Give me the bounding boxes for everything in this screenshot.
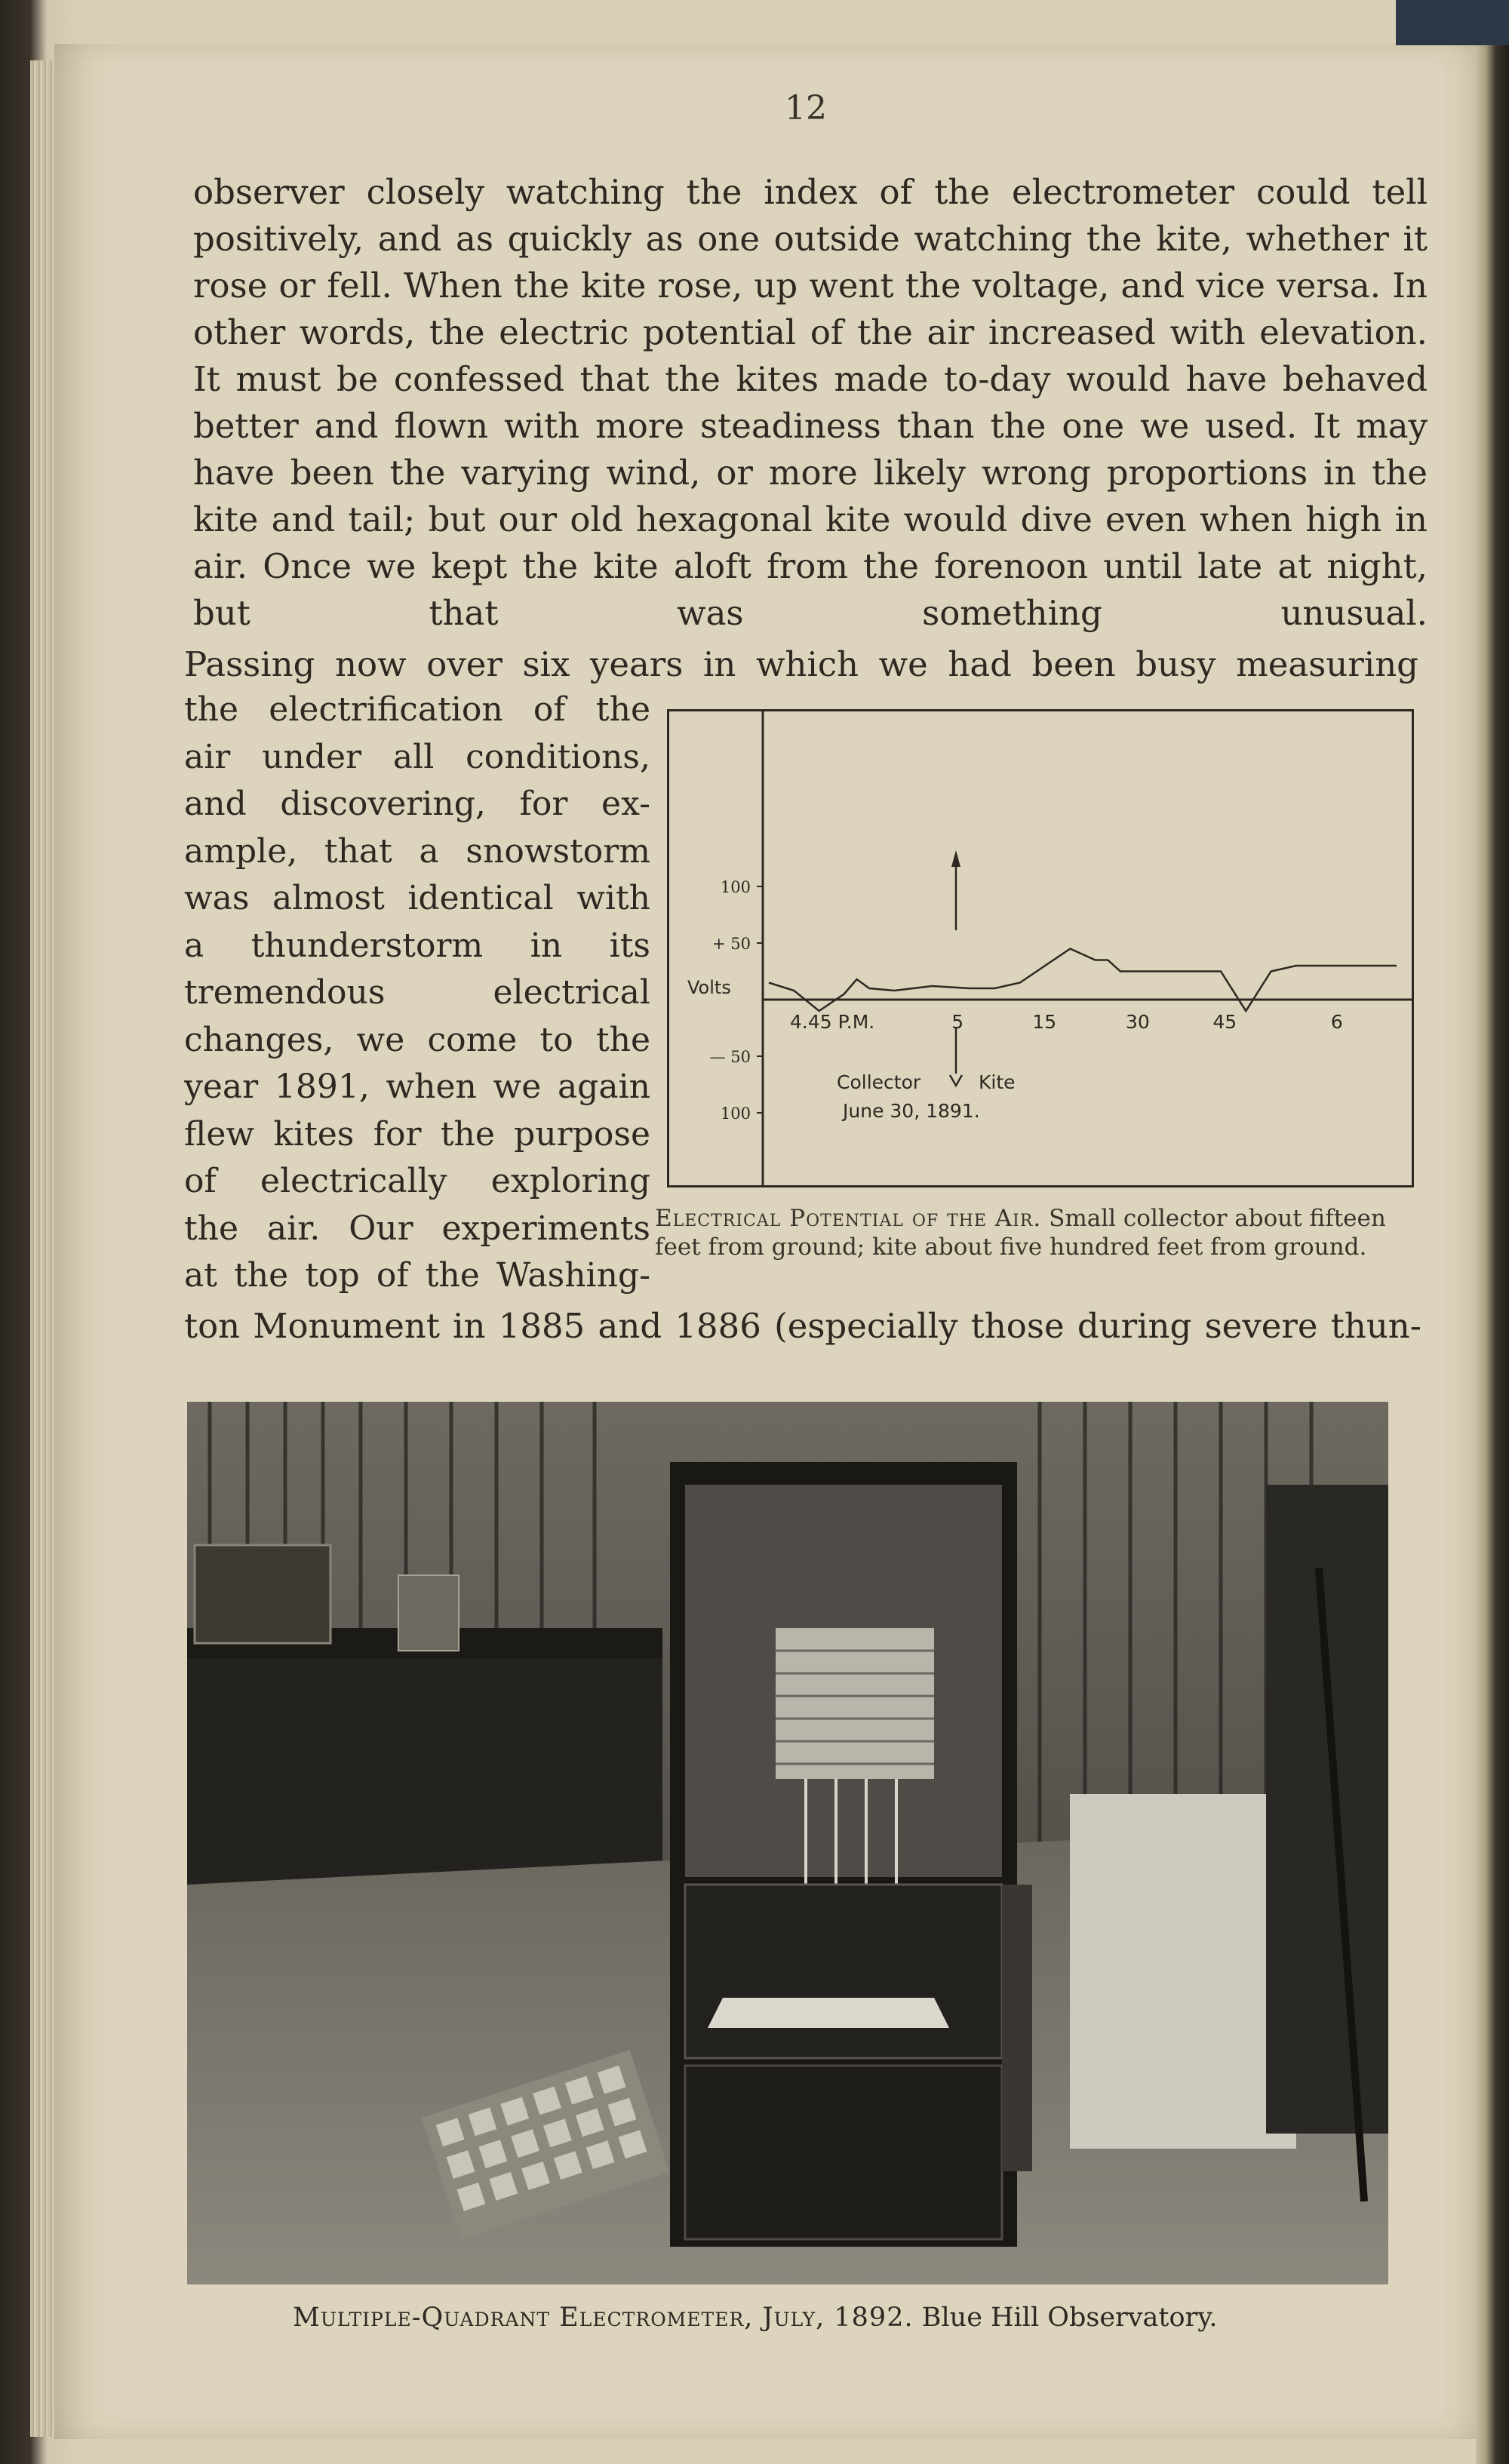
chart-x-tick-label: 5 (951, 1011, 964, 1033)
photo-caption (293, 2303, 1218, 2333)
left-column-line: flew kites for the purpose (184, 1114, 650, 1154)
electrometer-photo-art (187, 1402, 1388, 2284)
left-column-line: at the top of the Washing- (184, 1256, 650, 1295)
chart-x-tick-label: 45 (1212, 1011, 1237, 1033)
chart-y-tick-label: + 50 (712, 935, 751, 953)
chart-svg (669, 711, 1412, 1185)
annotation-kite: Kite (979, 1071, 1016, 1093)
left-column-line: tremendous electrical (184, 973, 650, 1012)
chart-x-tick-label: 30 (1125, 1011, 1150, 1033)
left-column-line: air under all conditions, (184, 737, 650, 776)
photo-caption-title: Multiple-Quadrant Electrometer, July, 1892. (293, 2303, 914, 2333)
left-column-line: the electrification of the (184, 690, 650, 729)
book-right-edge (1476, 0, 1509, 2464)
chart-series-line (769, 949, 1397, 1012)
book-tab (1396, 0, 1509, 45)
chart-x-tick-label: 15 (1032, 1011, 1057, 1033)
paragraph-1: observer closely watching the index of the electrometer could tell positively, and as quickly as one outside watching the kite, whether it rose or fell. When the kite rose, up went the voltage, and vice versa. In other words, the electric potential of the air increased with elevation. It must be confessed that the kites made to-day would have behaved better and flown with more steadiness than the one we used. It may have been the varying wind, or more likely wrong proportions in the kite and tail; but our old hexagonal kite would dive even when high in air. Once we kept the kite aloft from the forenoon until late at night, but that was something unusual. (193, 172, 1428, 633)
chart-caption-title: Electrical Potential of the Air. (655, 1205, 1042, 1232)
left-column-line: year 1891, when we again (184, 1068, 650, 1106)
collector-arrow-head (951, 850, 960, 867)
left-column-text (184, 687, 650, 1300)
left-column-line: and discovering, for ex- (184, 785, 650, 823)
chart-y-tick-label: — 50 (709, 1048, 751, 1066)
chart-y-tick-label: 100 (720, 878, 751, 896)
left-column-line: was almost identical with (184, 879, 650, 917)
chart-y-ticks (710, 878, 763, 1123)
annotation-date: June 30, 1891. (843, 1100, 980, 1122)
continuation-line: ton Monument in 1885 and 1886 (especially those during severe thun- (184, 1306, 1421, 1346)
left-column-line: ample, that a snowstorm (184, 831, 650, 871)
annotation-collector: Collector (837, 1071, 921, 1093)
chart-y-label: Volts (687, 977, 731, 998)
page-number: 12 (785, 89, 827, 128)
left-column-line: of electrically exploring (184, 1162, 650, 1200)
electrometer-photo (187, 1402, 1388, 2284)
paragraph-2-start: Passing now over six years in which we had been busy measuring (184, 644, 1418, 684)
kite-arrow-head (950, 1075, 962, 1086)
chart-caption (655, 1204, 1415, 1261)
left-column-line: the air. Our experiments (184, 1209, 650, 1248)
chart-x-tick-label: 6 (1330, 1011, 1343, 1033)
photo-caption-text: Blue Hill Observatory. (921, 2303, 1218, 2333)
chart-x-ticks (790, 1011, 1343, 1033)
chart-x-tick-label: 4.45 P.M. (790, 1011, 875, 1033)
chart-y-tick-label: 100 (720, 1104, 751, 1123)
left-column-line: changes, we come to the (184, 1020, 650, 1059)
chart-caption-text: Small collector about fifteen feet from ground; kite about five hundred feet from ground. (655, 1205, 1386, 1261)
potential-chart (667, 709, 1414, 1187)
left-column-line: a thunderstorm in its (184, 926, 650, 965)
